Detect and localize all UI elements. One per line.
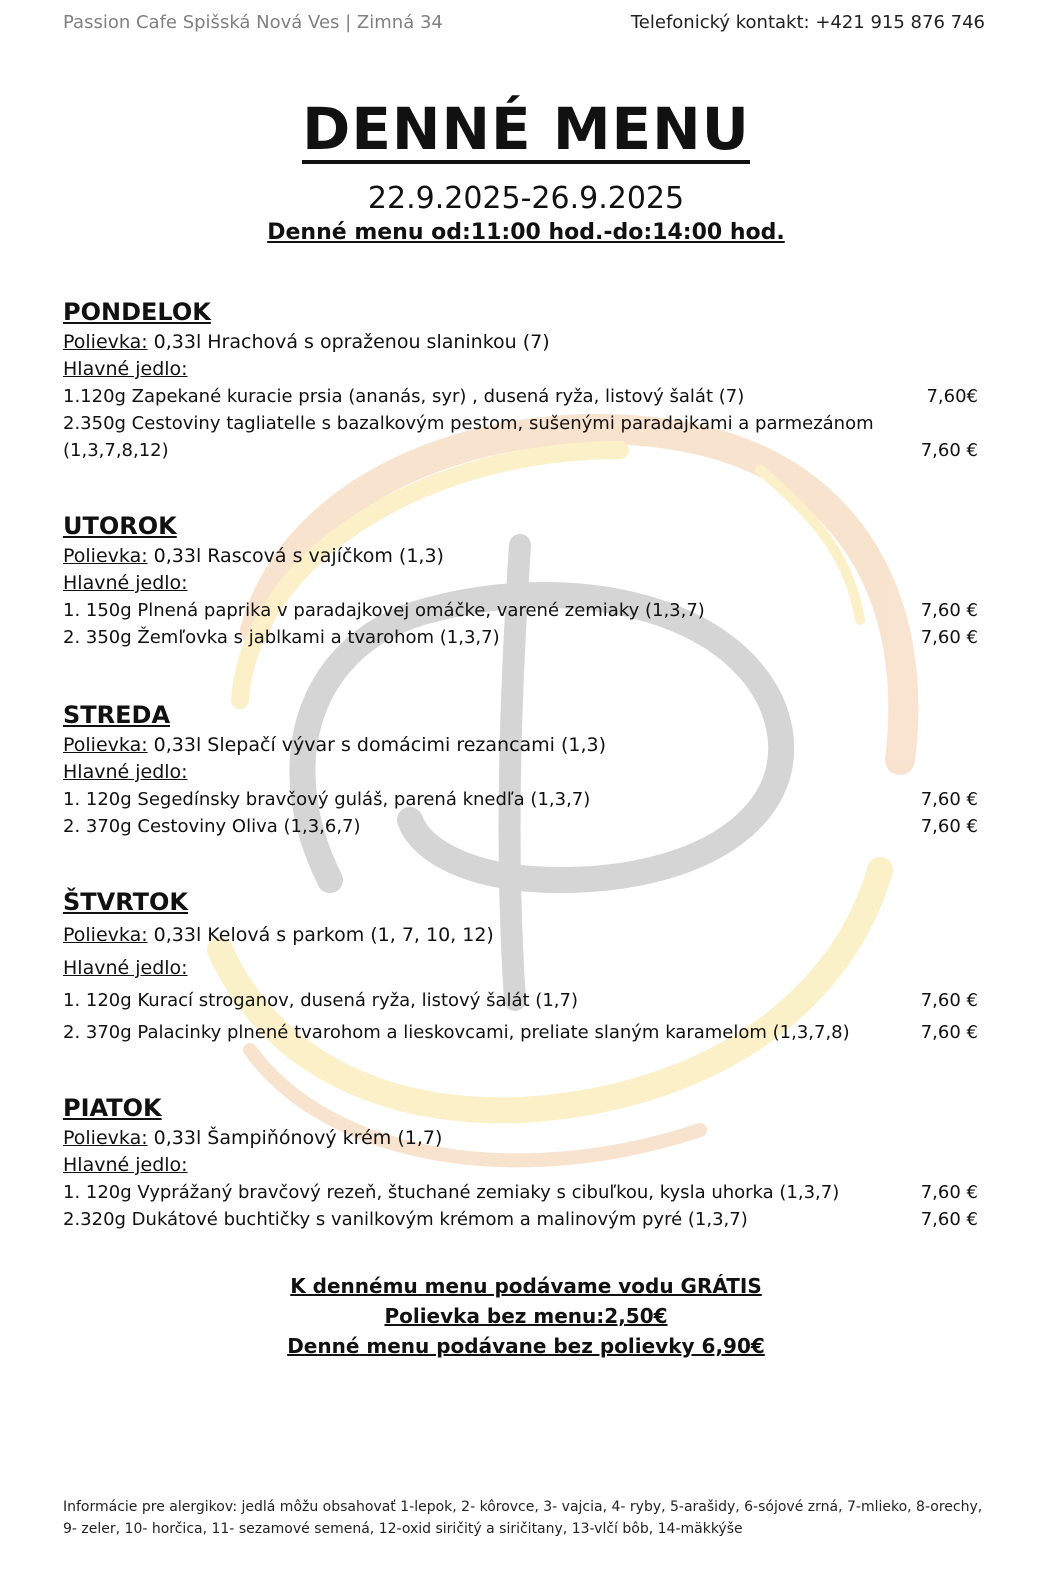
soup-text: 0,33l Kelová s parkom (1, 7, 10, 12) (147, 924, 494, 946)
dish-text: 1. 120g Kurací stroganov, dusená ryža, listový šalát (1,7) (63, 990, 578, 1011)
cafe-address: Passion Cafe Spišská Nová Ves | Zimná 34 (63, 12, 443, 33)
day-name: STREDA (63, 701, 171, 729)
dish-item (63, 786, 978, 813)
day-tuesday (63, 511, 978, 651)
soup-text: 0,33l Slepačí vývar s domácimi rezancami (1,3) (147, 734, 607, 756)
day-monday (63, 297, 978, 464)
dish-price: 7,60 € (920, 990, 978, 1011)
serving-hours: Denné menu od:11:00 hod.-do:14:00 hod. (267, 220, 785, 245)
soup-price-note: Polievka bez menu:2,50€ (384, 1304, 668, 1328)
phone-contact: Telefonický kontakt: +421 915 876 746 (630, 12, 985, 33)
dish-price: 7,60 € (920, 627, 978, 648)
dish-price: 7,60€ (926, 386, 978, 407)
dish-text: 1.120g Zapekané kuracie prsia (ananás, syr) , dusená ryža, listový šalát (7) (63, 386, 745, 407)
soup-text: 0,33l Šampiňónový krém (1,7) (147, 1127, 443, 1149)
dish-text: 1. 120g Vyprážaný bravčový rezeň, štuchané zemiaky s cibuľkou, kysla uhorka (1,3,7) (63, 1182, 840, 1203)
soup-label: Polievka: (63, 545, 148, 567)
dish-item (63, 1179, 978, 1206)
allergen-info: Informácie pre alergikov: jedlá môžu obsahovať 1-lepok, 2- kôrovce, 3- vajcia, 4- ryby, 5-arašidy, 6-sójové zrná, 7-mlieko, 8-orechy, 9- zeler, 10- horčica, 11- sezamové semená, 12-oxid siričitý a siričitany, 13-vlčí bôb, 14-mäkkýše (63, 1499, 983, 1537)
main-course-label: Hlavné jedlo: (63, 572, 188, 594)
menu-notes (0, 1271, 1052, 1361)
soup-label: Polievka: (63, 1127, 148, 1149)
dish-text: 2.350g Cestoviny tagliatelle s bazalkovým pestom, sušenými paradajkami a parmezánom (1,3,7,8,12) (63, 413, 874, 461)
dish-price: 7,60 € (920, 1022, 978, 1043)
soup-label: Polievka: (63, 924, 148, 946)
dish-price: 7,60 € (920, 789, 978, 810)
soup-label: Polievka: (63, 331, 148, 353)
soup-line (63, 732, 978, 759)
dish-text: 1. 120g Segedínsky bravčový guláš, parená knedľa (1,3,7) (63, 789, 591, 810)
dish-text: 2. 370g Cestoviny Oliva (1,3,6,7) (63, 816, 361, 837)
dish-price: 7,60 € (920, 600, 978, 621)
dish-price: 7,60 € (920, 440, 978, 461)
dish-item (63, 1206, 978, 1233)
soup-label: Polievka: (63, 734, 148, 756)
date-range: 22.9.2025-26.9.2025 (367, 181, 685, 216)
main-course-label: Hlavné jedlo: (63, 358, 188, 380)
soup-line (63, 543, 978, 570)
title-block (0, 95, 1052, 245)
dish-text: 1. 150g Plnená paprika v paradajkovej omáčke, varené zemiaky (1,3,7) (63, 600, 705, 621)
day-name: PIATOK (63, 1094, 162, 1122)
dish-item (63, 624, 978, 651)
day-name: PONDELOK (63, 298, 211, 326)
main-course-label: Hlavné jedlo: (63, 957, 188, 979)
dish-item (63, 410, 978, 464)
dish-item (63, 597, 978, 624)
day-name: UTOROK (63, 512, 177, 540)
soup-line (63, 919, 978, 952)
dish-text: 2. 370g Palacinky plnené tvarohom a lieskovcami, preliate slaným karamelom (1,3,7,8) (63, 1022, 850, 1043)
soup-line (63, 1125, 978, 1152)
page-title: DENNÉ MENU (302, 95, 750, 163)
day-friday (63, 1093, 978, 1233)
day-wednesday (63, 700, 978, 840)
dish-item (63, 813, 978, 840)
dish-price: 7,60 € (920, 1209, 978, 1230)
dish-text: 2. 350g Žemľovka s jablkami a tvarohom (1,3,7) (63, 627, 500, 648)
dish-item (63, 383, 978, 410)
dish-item (63, 1017, 978, 1049)
soup-text: 0,33l Rascová s vajíčkom (1,3) (147, 545, 444, 567)
dish-price: 7,60 € (920, 816, 978, 837)
no-soup-price-note: Denné menu podávane bez polievky 6,90€ (287, 1334, 765, 1358)
soup-line (63, 329, 978, 356)
soup-text: 0,33l Hrachová s opraženou slaninkou (7) (147, 331, 550, 353)
dish-price: 7,60 € (920, 1182, 978, 1203)
dish-item (63, 985, 978, 1017)
main-course-label: Hlavné jedlo: (63, 1154, 188, 1176)
free-water-note: K dennému menu podávame vodu GRÁTIS (290, 1274, 762, 1298)
day-name: ŠTVRTOK (63, 888, 189, 916)
dish-text: 2.320g Dukátové buchtičky s vanilkovým krémom a malinovým pyré (1,3,7) (63, 1209, 748, 1230)
main-course-label: Hlavné jedlo: (63, 761, 188, 783)
day-thursday (63, 887, 978, 1049)
